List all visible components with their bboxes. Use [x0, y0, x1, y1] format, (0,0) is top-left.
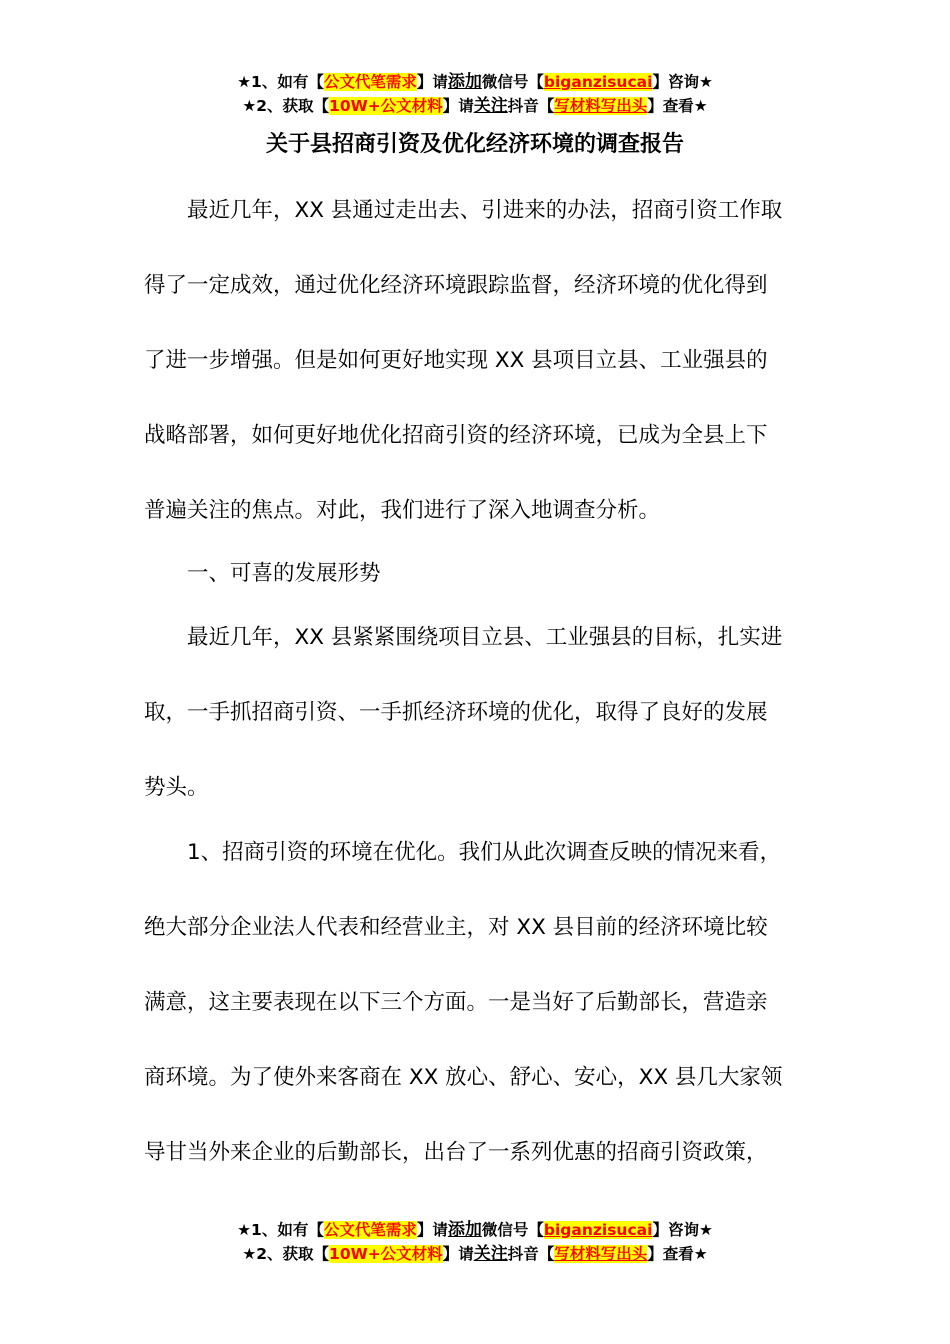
banner-text: 抖音【: [507, 1245, 555, 1263]
banner-text: 抖音【: [507, 97, 555, 115]
banner-text: ★2、获取【: [242, 97, 330, 115]
banner-text: 】咨询★: [652, 73, 713, 91]
banner-text: ★1、如有【: [237, 73, 324, 91]
paragraph-environment: [144, 838, 808, 1213]
banner-highlight: 公文代笔需求: [323, 1221, 417, 1239]
text-line: 了进一步增强。但是如何更好地实现 XX 县项目立县、工业强县的: [144, 348, 768, 373]
banner-text: 】咨询★: [652, 1221, 713, 1239]
text-line: 满意，这主要表现在以下三个方面。一是当好了后勤部长，营造亲: [144, 990, 768, 1015]
paragraph-intro: [144, 196, 808, 571]
text-line: 1、招商引资的环境在优化。我们从此次调查反映的情况来看，: [144, 840, 782, 865]
banner-text: 】请: [416, 1221, 448, 1239]
banner-text: ★2、获取【: [242, 1245, 330, 1263]
banner-underline: 添加: [447, 72, 482, 92]
banner-highlight-link: 写材料写出头: [554, 1245, 648, 1263]
text-line: 得了一定成效，通过优化经济环境跟踪监督，经济环境的优化得到: [144, 273, 768, 298]
banner-text: 微信号【: [481, 73, 544, 91]
banner-underline: 关注: [473, 1244, 508, 1264]
paragraph-development: [144, 623, 808, 848]
text-line: 导甘当外来企业的后勤部长，出台了一系列优惠的招商引资政策，: [144, 1140, 768, 1165]
banner-text: 】查看★: [647, 97, 708, 115]
document-title: 关于县招商引资及优化经济环境的调查报告: [265, 132, 684, 157]
banner-text: ★1、如有【: [237, 1221, 324, 1239]
footer-banner: [0, 1218, 950, 1266]
banner-text: 微信号【: [481, 1221, 544, 1239]
banner-text: 】请: [416, 73, 448, 91]
banner-highlight-link: biganzisucai: [543, 1221, 653, 1239]
text-line: 最近几年，XX 县紧紧围绕项目立县、工业强县的目标，扎实进: [144, 625, 783, 650]
banner-highlight: 10W+公文材料: [329, 97, 443, 115]
text-line: 一、可喜的发展形势: [144, 561, 381, 586]
banner-highlight: 公文代笔需求: [323, 73, 417, 91]
banner-underline: 添加: [447, 1220, 482, 1240]
banner-text: 】请: [442, 1245, 474, 1263]
banner-line-1: [0, 70, 950, 94]
text-line: 最近几年，XX 县通过走出去、引进来的办法，招商引资工作取: [144, 198, 783, 223]
banner-line-1: [0, 1218, 950, 1242]
text-line: 普遍关注的焦点。对此，我们进行了深入地调查分析。: [144, 498, 661, 523]
header-banner: [0, 70, 950, 118]
banner-highlight: 10W+公文材料: [329, 1245, 443, 1263]
banner-line-2: [0, 1242, 950, 1266]
banner-highlight-link: 写材料写出头: [554, 97, 648, 115]
text-line: 商环境。为了使外来客商在 XX 放心、舒心、安心，XX 县几大家领: [144, 1065, 783, 1090]
banner-text: 】查看★: [647, 1245, 708, 1263]
text-line: 绝大部分企业法人代表和经营业主，对 XX 县目前的经济环境比较: [144, 915, 768, 940]
text-line: 势头。: [144, 775, 209, 800]
banner-line-2: [0, 94, 950, 118]
text-line: 取，一手抓招商引资、一手抓经济环境的优化，取得了良好的发展: [144, 700, 768, 725]
text-line: 战略部署，如何更好地优化招商引资的经济环境，已成为全县上下: [144, 423, 768, 448]
banner-underline: 关注: [473, 96, 508, 116]
banner-text: 】请: [442, 97, 474, 115]
banner-highlight-link: biganzisucai: [543, 73, 653, 91]
